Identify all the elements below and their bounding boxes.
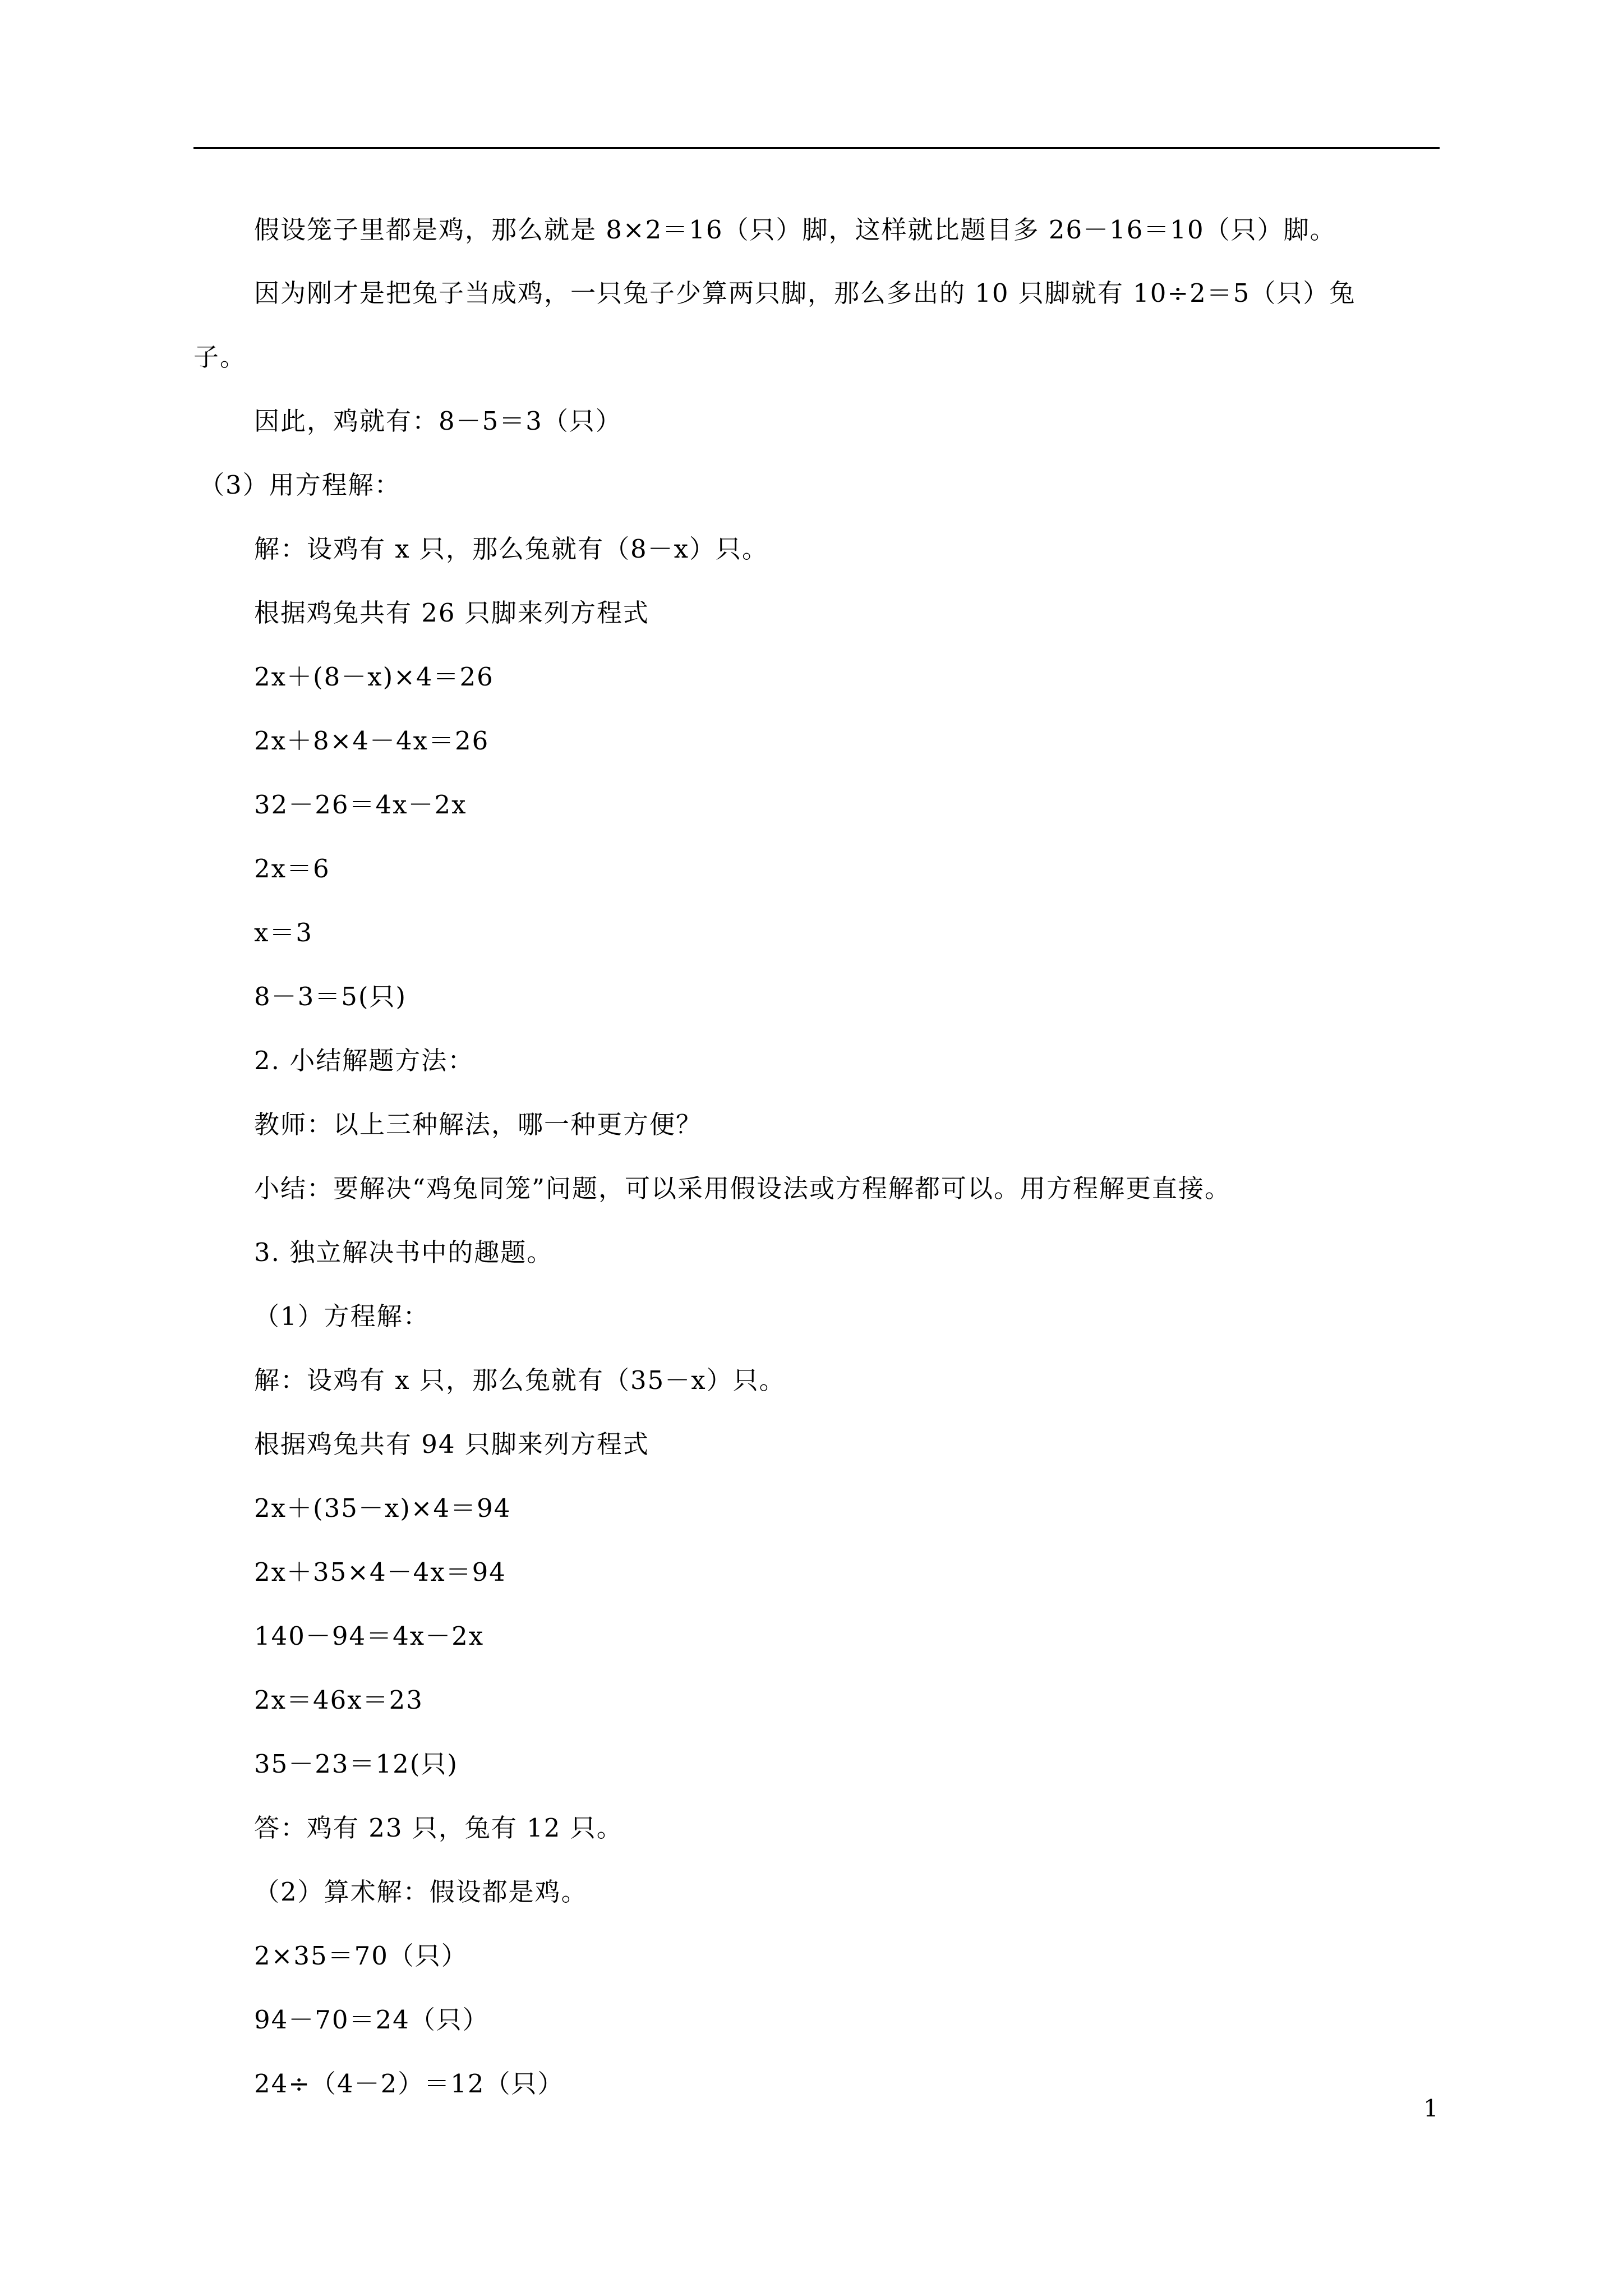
equation-line: 32－26＝4x－2x (254, 790, 467, 820)
text-line: 因为刚才是把兔子当成鸡，一只兔子少算两只脚，那么多出的 10 只脚就有 10÷2＝5（只）兔 (254, 278, 1356, 308)
equation-line: 2x＋(8－x)×4＝26 (254, 662, 494, 692)
section-heading: 3. 独立解决书中的趣题。 (254, 1237, 554, 1267)
equation-line: 24÷（4－2）＝12（只） (254, 2069, 564, 2099)
equation-line: 140－94＝4x－2x (254, 1621, 485, 1651)
equation-line: 8－3＝5(只) (254, 982, 407, 1011)
equation-line: 2×35＝70（只） (254, 1941, 468, 1971)
equation-line: 2x＝46x＝23 (254, 1685, 423, 1715)
equation-line: 2x＋(35－x)×4＝94 (254, 1493, 511, 1523)
equation-line: 2x＋35×4－4x＝94 (254, 1557, 506, 1587)
header-rule (193, 147, 1440, 149)
equation-line: 2x＝6 (254, 854, 330, 884)
section-heading: 2. 小结解题方法： (254, 1046, 474, 1075)
equation-line: 2x＋8×4－4x＝26 (254, 726, 490, 756)
text-line: 根据鸡兔共有 94 只脚来列方程式 (254, 1429, 649, 1459)
text-line: 解：设鸡有 x 只，那么兔就有（35－x）只。 (254, 1365, 786, 1395)
text-line: 假设笼子里都是鸡，那么就是 8×2＝16（只）脚，这样就比题目多 26－16＝10（只）脚。 (254, 215, 1336, 245)
text-line: 因此，鸡就有：8－5＝3（只） (254, 406, 622, 436)
equation-line: x＝3 (254, 918, 313, 947)
equation-line: 94－70＝24（只） (254, 2005, 489, 2035)
text-line: 根据鸡兔共有 26 只脚来列方程式 (254, 598, 649, 628)
page-number: 1 (1423, 2095, 1438, 2122)
text-line: 子。 (193, 342, 247, 372)
text-line: 教师：以上三种解法，哪一种更方便？ (254, 1110, 703, 1139)
equation-line: 35－23＝12(只) (254, 1749, 458, 1779)
section-heading: （3）用方程解： (199, 470, 401, 500)
section-heading: （1）方程解： (254, 1301, 430, 1331)
text-line: 解：设鸡有 x 只，那么兔就有（8－x）只。 (254, 534, 768, 564)
section-heading: （2）算术解：假设都是鸡。 (254, 1877, 588, 1907)
text-line: 小结：要解决“鸡兔同笼”问题，可以采用假设法或方程解都可以。用方程解更直接。 (254, 1174, 1232, 1203)
answer-line: 答：鸡有 23 只，兔有 12 只。 (254, 1813, 623, 1843)
